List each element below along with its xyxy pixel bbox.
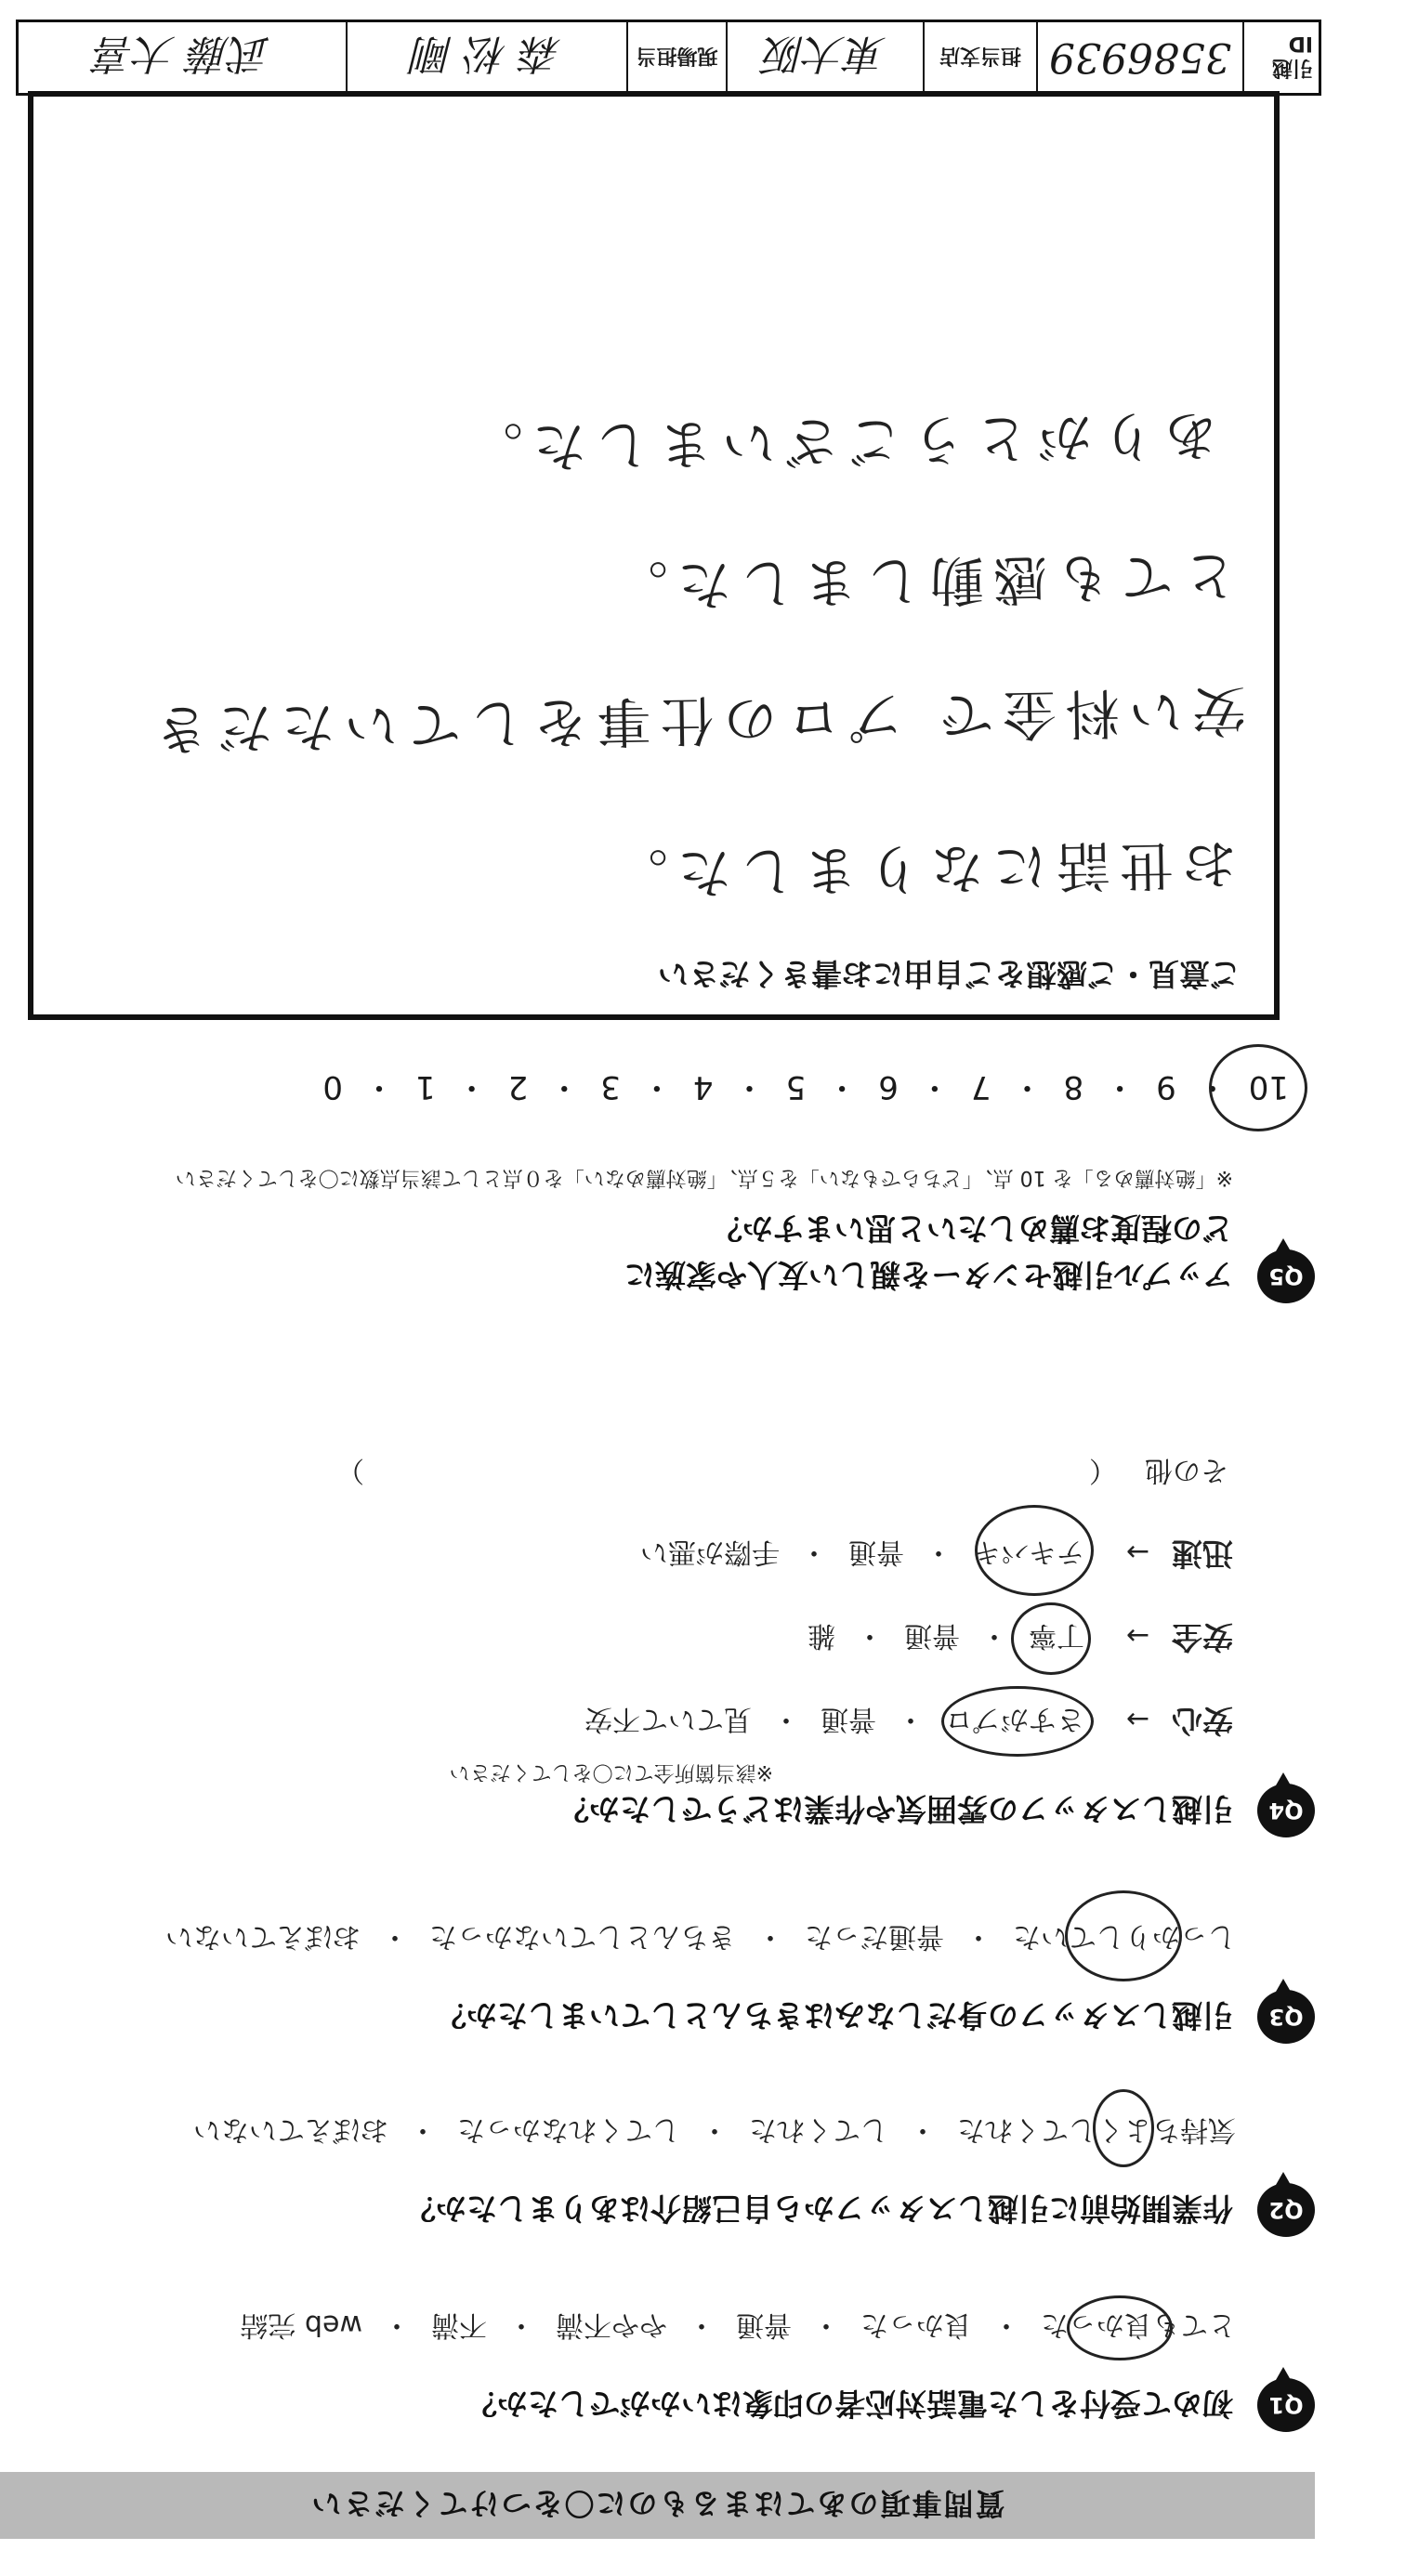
comment-line: とても感動しました。 xyxy=(604,543,1238,618)
q4-option[interactable]: さすがプロ xyxy=(945,1703,1084,1735)
scale-value[interactable]: 5 xyxy=(785,1068,807,1105)
q4-note: ※該当箇所全てに〇をしてください xyxy=(449,1760,773,1784)
q3-option[interactable]: 普通だった xyxy=(805,1920,944,1953)
staff-value-2: 武藤 大喜 xyxy=(94,30,270,77)
id-value: 3586939 xyxy=(1036,22,1242,93)
scale-value[interactable]: 3 xyxy=(600,1068,621,1105)
q5-selection-circle xyxy=(1209,1044,1307,1131)
q4-option[interactable]: 普通 xyxy=(848,1536,904,1568)
scale-value[interactable]: 8 xyxy=(1063,1068,1084,1105)
q1-badge: Q1 xyxy=(1257,2378,1315,2432)
staff-label: 現場担当 xyxy=(626,22,726,93)
q1-option[interactable]: 普通 xyxy=(736,2308,792,2341)
form-header: 質問事項のあてはまるものに〇をつけてください xyxy=(0,2472,1315,2539)
comment-title: ご意見・ご感想をご自由にお書きください xyxy=(658,956,1241,992)
staff-value: 森 松 剛 xyxy=(346,22,626,93)
comment-line: お世話になりました。 xyxy=(604,831,1238,906)
q4-other xyxy=(336,1453,1228,1494)
q5-scale: 10・9・8・7・6・5・4・3・2・1・0 xyxy=(322,1068,1289,1105)
q4-row-label: 安全 xyxy=(1172,1619,1233,1655)
q4-anzen-selection-circle xyxy=(1011,1602,1091,1675)
q2-question: 作業開始前に引越しスタッフから自己紹介はありましたか？ xyxy=(405,2190,1233,2227)
q1-selection-circle xyxy=(1067,2295,1173,2360)
q1-question: 初めて受付をした電話対応者の印象はいかがでしたか？ xyxy=(466,2386,1233,2422)
comment-box[interactable] xyxy=(28,91,1280,1020)
scale-value[interactable]: 6 xyxy=(878,1068,899,1105)
q5-question-line2: どの程度お薦めしたいと思いますか？ xyxy=(712,1210,1233,1247)
q2-options: 気持ちよくしてくれた・してくれた・してくれなかった・おぼえていない xyxy=(193,2112,1236,2153)
q5-question-line1: アップル引越センターを親しい友人や家族に xyxy=(624,1257,1233,1293)
scale-value[interactable]: 7 xyxy=(970,1068,991,1105)
scale-value[interactable]: 10 xyxy=(1248,1068,1289,1105)
arrow-right-icon: → xyxy=(1125,1536,1149,1568)
q4-other-field[interactable] xyxy=(364,1461,1089,1462)
q1-option[interactable]: 不満 xyxy=(431,2308,487,2341)
branch-value: 東大阪 xyxy=(726,22,923,93)
q4-jinsoku-selection-circle xyxy=(975,1505,1094,1596)
q5-note: ※「絶対薦める」を 10 点、「どちらでもない」を５点、「絶対薦めない」を０点として該当点数に〇をしてください xyxy=(175,1166,1233,1189)
q5-badge: Q5 xyxy=(1257,1249,1315,1303)
q4-option[interactable]: 雑 xyxy=(808,1619,835,1652)
q1-option[interactable]: web 完結 xyxy=(240,2308,362,2341)
q4-row-label: 迅速 xyxy=(1172,1536,1233,1572)
q2-badge: Q2 xyxy=(1257,2183,1315,2237)
scale-value[interactable]: 1 xyxy=(414,1068,436,1105)
q1-option[interactable]: とても良かった xyxy=(1041,2308,1236,2341)
q1-option[interactable]: 良かった xyxy=(860,2308,972,2341)
q2-selection-circle xyxy=(1093,2089,1154,2167)
q4-option[interactable]: テキパキ xyxy=(973,1536,1084,1568)
q4-row-anshin: 安心→さすがプロ・普通・見ていて不安 xyxy=(584,1701,1233,1745)
q4-option[interactable]: 普通 xyxy=(904,1619,960,1652)
branch-label: 担当支店 xyxy=(923,22,1036,93)
q3-options: しっかりしていた・普通だった・きちんとしていなかった・おぼえていない xyxy=(165,1919,1236,1960)
q3-badge: Q3 xyxy=(1257,1990,1315,2044)
q1-option[interactable]: やや不満 xyxy=(556,2308,667,2341)
scale-value[interactable]: 2 xyxy=(507,1068,529,1105)
q4-option[interactable]: 見ていて不安 xyxy=(584,1703,752,1735)
comment-line: 安い料金で プロの仕事をしていただき xyxy=(144,678,1247,762)
q4-other-open: （ xyxy=(1089,1454,1117,1486)
id-label: 引越ID xyxy=(1242,22,1319,93)
q4-row-jinsoku: 迅速→テキパキ・普通・手際が悪い xyxy=(640,1534,1233,1577)
q1-options: とても良かった・良かった・普通・やや不満・不満・web 完結 xyxy=(240,2308,1236,2348)
q2-option[interactable]: してくれなかった xyxy=(457,2113,680,2146)
q4-option[interactable]: 手際が悪い xyxy=(640,1536,780,1568)
q4-option[interactable]: 普通 xyxy=(821,1703,876,1735)
q3-selection-circle xyxy=(1065,1890,1182,1981)
q3-question: 引越しスタッフの身だしなみはきちんとしていましたか？ xyxy=(436,1997,1233,2033)
q4-other-close: ） xyxy=(336,1454,364,1486)
scale-value[interactable]: 9 xyxy=(1156,1068,1176,1105)
scale-value[interactable]: 0 xyxy=(322,1068,343,1105)
arrow-right-icon: → xyxy=(1125,1703,1149,1735)
q3-option[interactable]: きちんとしていなかった xyxy=(429,1920,736,1953)
scale-value[interactable]: 4 xyxy=(692,1068,714,1105)
q4-question: 引越しスタッフの雰囲気や作業はどうでしたか？ xyxy=(558,1791,1233,1827)
q2-option[interactable]: 気持ちよくしてくれた xyxy=(957,2113,1236,2146)
q4-other-label: その他 xyxy=(1145,1454,1228,1486)
q2-option[interactable]: おぼえていない xyxy=(193,2113,388,2146)
q2-option[interactable]: してくれた xyxy=(749,2113,888,2146)
q4-anshin-selection-circle xyxy=(941,1686,1094,1757)
q4-row-anzen: 安全→丁寧・普通・雑 xyxy=(808,1617,1233,1661)
q3-option[interactable]: しっかりしていた xyxy=(1013,1920,1236,1953)
id-strip xyxy=(16,20,1321,96)
arrow-right-icon: → xyxy=(1125,1619,1149,1652)
comment-line: ありがとうございました。 xyxy=(459,402,1219,480)
q4-badge: Q4 xyxy=(1257,1784,1315,1837)
q4-option[interactable]: 丁寧 xyxy=(1029,1619,1084,1652)
q3-option[interactable]: おぼえていない xyxy=(165,1920,361,1953)
q4-row-label: 安心 xyxy=(1172,1703,1233,1739)
